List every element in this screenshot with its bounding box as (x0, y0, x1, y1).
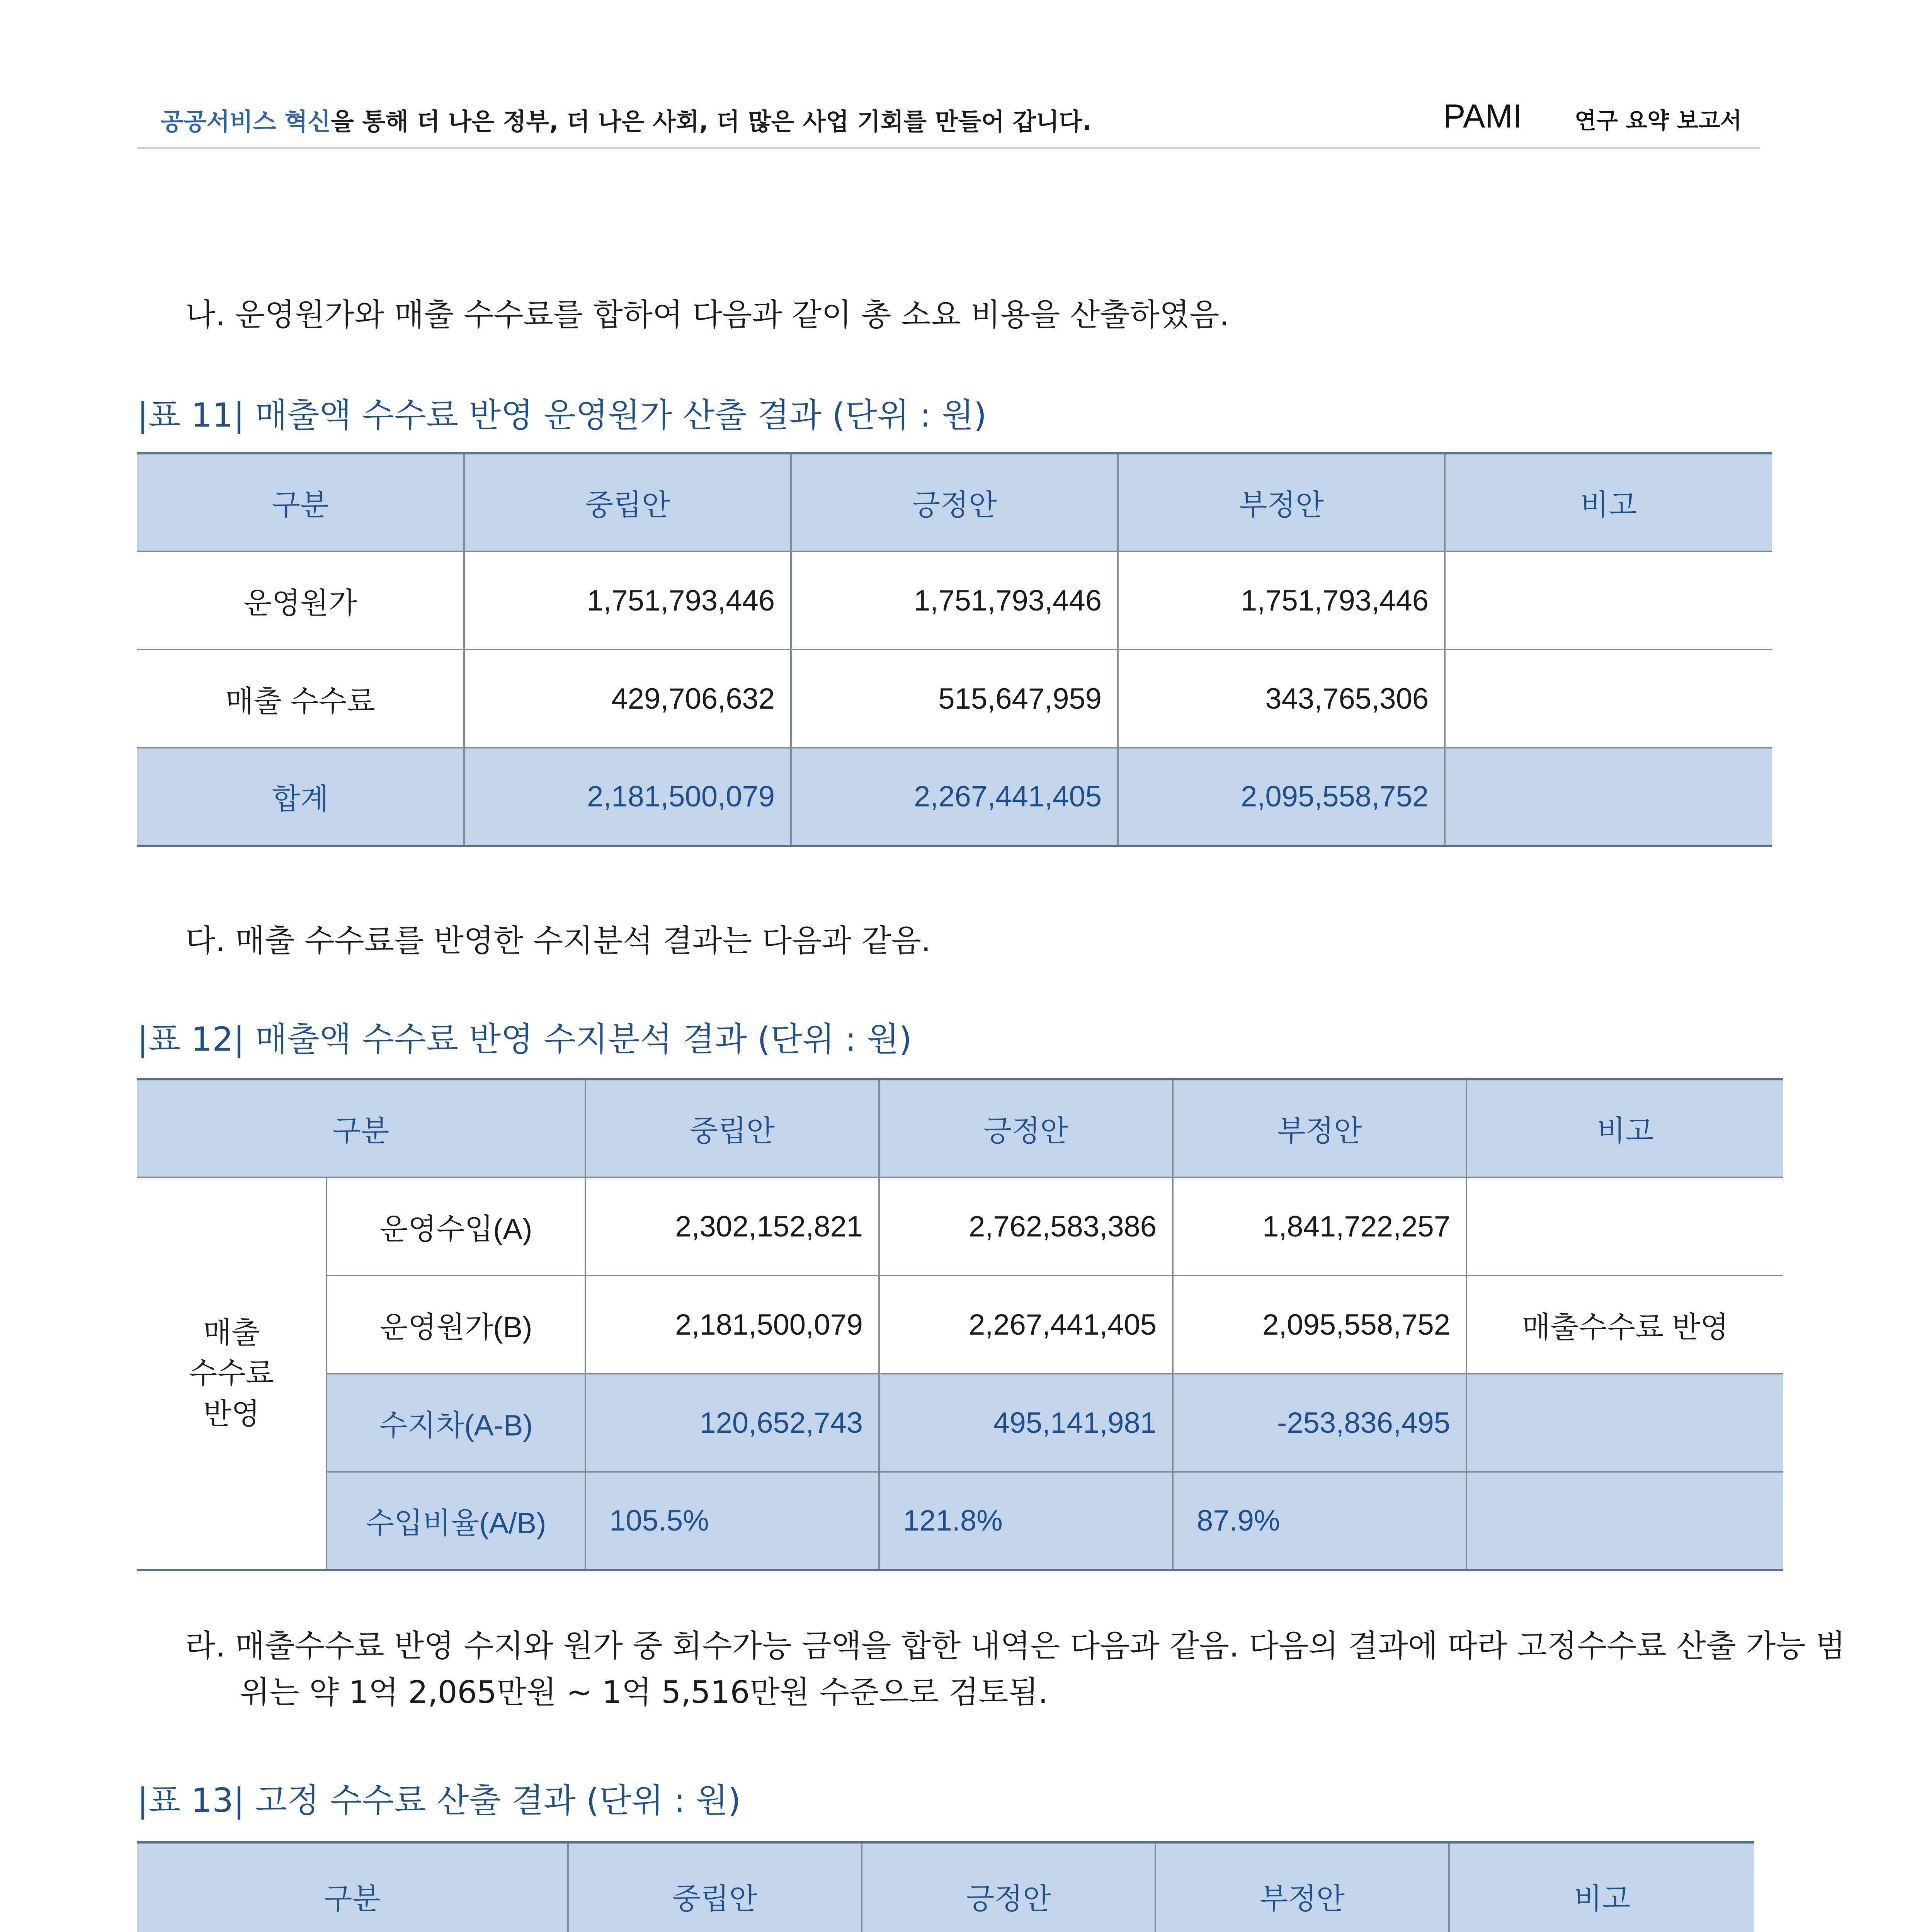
note-cell (1445, 551, 1772, 650)
table-row (137, 1472, 1783, 1570)
header-cell: 중립안 (568, 1842, 862, 1932)
header-cell: 중립안 (464, 453, 791, 551)
page-header (137, 89, 1760, 149)
row-label: 매출 수수료 (137, 650, 464, 748)
table-row (137, 1374, 1783, 1472)
row-label: 수지차(A-B) (327, 1374, 585, 1472)
header-cell: 긍정안 (879, 1079, 1173, 1177)
value-cell: 105.5% (585, 1472, 879, 1570)
note-cell (1466, 1177, 1783, 1276)
value-cell: 343,765,306 (1118, 650, 1445, 748)
paragraph-ra: 라. 매출수수료 반영 수지와 원가 중 회수가능 금액을 합한 내역은 다음과 같음. 다음의 결과에 따라 고정수수료 산출 가능 범위는 약 1억 2,065만원 ~ 1억 5,516만원 수준으로 검토됨. (185, 1628, 1846, 1710)
group-label: 매출 수수료 반영 (137, 1177, 327, 1570)
table-header-row (137, 1079, 1783, 1177)
header-cell: 부정안 (1155, 1842, 1449, 1932)
table-12-caption: |표 12| 매출액 수수료 반영 수지분석 결과 (단위 : 원) (137, 1020, 912, 1059)
row-label: 수입비율(A/B) (327, 1472, 585, 1570)
value-cell: 1,751,793,446 (791, 551, 1118, 650)
header-cell: 비고 (1445, 453, 1772, 551)
table-row (137, 1276, 1783, 1374)
value-cell: 2,181,500,079 (585, 1276, 879, 1374)
header-cell: 비고 (1466, 1079, 1783, 1177)
table-11 (137, 452, 1772, 847)
row-label: 합계 (137, 748, 464, 846)
table-row (137, 650, 1772, 748)
table-13 (137, 1841, 1754, 1932)
table-13-caption: |표 13| 고정 수수료 산출 결과 (단위 : 원) (137, 1781, 741, 1820)
value-cell: 1,751,793,446 (1118, 551, 1445, 650)
table-12 (137, 1078, 1783, 1571)
value-cell: 121.8% (879, 1472, 1173, 1570)
note-cell (1445, 650, 1772, 748)
table-row (137, 1177, 1783, 1276)
value-cell: -253,836,495 (1173, 1374, 1466, 1472)
row-label: 운영원가(B) (327, 1276, 585, 1374)
header-cell: 긍정안 (862, 1842, 1155, 1932)
header-cell: 구분 (137, 1842, 568, 1932)
value-cell: 2,267,441,405 (791, 748, 1118, 846)
value-cell: 87.9% (1173, 1472, 1466, 1570)
value-cell: 2,095,558,752 (1173, 1276, 1466, 1374)
report-type: 연구 요약 보고서 (1575, 107, 1742, 134)
header-tagline (160, 102, 1091, 137)
header-cell: 비고 (1449, 1842, 1754, 1932)
note-cell (1466, 1472, 1783, 1570)
tagline-highlight: 공공서비스 혁신 (160, 107, 331, 136)
row-label: 운영원가 (137, 551, 464, 650)
paragraph-na: 나. 운영원가와 매출 수수료를 합하여 다음과 같이 총 소요 비용을 산출하였음. (185, 297, 1229, 333)
value-cell: 515,647,959 (791, 650, 1118, 748)
header-cell: 구분 (137, 453, 464, 551)
value-cell: 2,267,441,405 (879, 1276, 1173, 1374)
value-cell: 1,841,722,257 (1173, 1177, 1466, 1276)
note-cell (1466, 1374, 1783, 1472)
header-cell: 중립안 (585, 1079, 879, 1177)
table-row (137, 551, 1772, 650)
brand-name: PAMI (1443, 98, 1522, 135)
value-cell: 2,095,558,752 (1118, 748, 1445, 846)
value-cell: 495,141,981 (879, 1374, 1173, 1472)
value-cell: 2,302,152,821 (585, 1177, 879, 1276)
note-cell: 매출수수료 반영 (1466, 1276, 1783, 1374)
tagline-rest: 을 통해 더 나은 정부, 더 나은 사회, 더 많은 사업 기회를 만들어 갑니다. (330, 107, 1092, 136)
value-cell: 2,181,500,079 (464, 748, 791, 846)
value-cell: 429,706,632 (464, 650, 791, 748)
header-cell: 부정안 (1118, 453, 1445, 551)
table-11-caption: |표 11| 매출액 수수료 반영 운영원가 산출 결과 (단위 : 원) (137, 396, 987, 435)
table-header-row (137, 1842, 1754, 1932)
header-cell: 부정안 (1173, 1079, 1466, 1177)
total-row (137, 748, 1772, 846)
table-header-row (137, 453, 1772, 551)
paragraph-da: 다. 매출 수수료를 반영한 수지분석 결과는 다음과 같음. (185, 923, 931, 959)
value-cell: 120,652,743 (585, 1374, 879, 1472)
note-cell (1445, 748, 1772, 846)
value-cell: 2,762,583,386 (879, 1177, 1173, 1276)
header-cell: 긍정안 (791, 453, 1118, 551)
header-cell: 구분 (137, 1079, 585, 1177)
value-cell: 1,751,793,446 (464, 551, 791, 650)
row-label: 운영수입(A) (327, 1177, 585, 1276)
